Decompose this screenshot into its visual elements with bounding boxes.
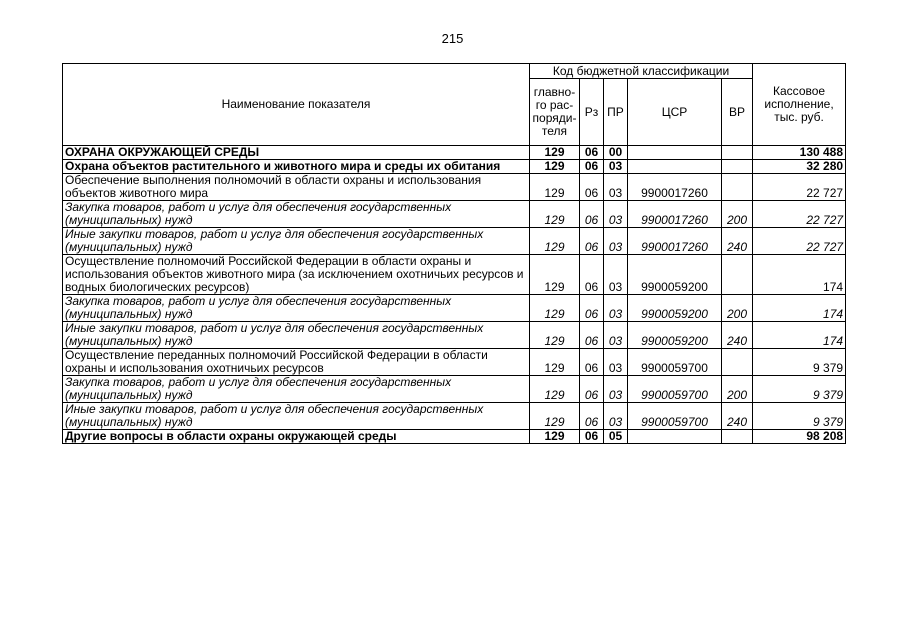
cell-vr: 240 — [722, 403, 753, 430]
header-csr: ЦСР — [628, 79, 722, 146]
cell-csr — [628, 160, 722, 174]
cell-name: Охрана объектов растительного и животного мира и среды их обитания — [63, 160, 530, 174]
table-row — [63, 376, 846, 403]
cell-name: Обеспечение выполнения полномочий в области охраны и использования объектов животного мира — [63, 174, 530, 201]
cell-pr: 03 — [604, 403, 628, 430]
table-row — [63, 403, 846, 430]
cell-amount: 174 — [753, 255, 846, 295]
cell-rz: 06 — [580, 228, 604, 255]
cell-vr — [722, 255, 753, 295]
table-row — [63, 322, 846, 349]
cell-name: Осуществление полномочий Российской Федерации в области охраны и использования объектов животного мира (за исключением охотничьих ресурсов и водных биологических ресурсов) — [63, 255, 530, 295]
cell-gr: 129 — [530, 349, 580, 376]
cell-gr: 129 — [530, 160, 580, 174]
cell-csr: 9900059700 — [628, 349, 722, 376]
cell-pr: 03 — [604, 376, 628, 403]
cell-gr: 129 — [530, 255, 580, 295]
cell-gr: 129 — [530, 376, 580, 403]
header-code-group: Код бюджетной классификации — [530, 64, 753, 79]
cell-gr: 129 — [530, 174, 580, 201]
cell-amount: 9 379 — [753, 403, 846, 430]
cell-vr: 240 — [722, 322, 753, 349]
table-body — [63, 146, 846, 444]
cell-name: Закупка товаров, работ и услуг для обеспечения государственных (муниципальных) нужд — [63, 295, 530, 322]
cell-csr: 9900017260 — [628, 201, 722, 228]
cell-name: Другие вопросы в области охраны окружающей среды — [63, 430, 530, 444]
budget-table — [62, 63, 846, 444]
cell-gr: 129 — [530, 295, 580, 322]
cell-gr: 129 — [530, 403, 580, 430]
cell-pr: 03 — [604, 228, 628, 255]
cell-gr: 129 — [530, 430, 580, 444]
cell-rz: 06 — [580, 160, 604, 174]
cell-vr — [722, 349, 753, 376]
cell-name: Иные закупки товаров, работ и услуг для обеспечения государственных (муниципальных) нужд — [63, 403, 530, 430]
cell-pr: 03 — [604, 174, 628, 201]
cell-pr: 05 — [604, 430, 628, 444]
cell-csr: 9900059200 — [628, 255, 722, 295]
cell-rz: 06 — [580, 174, 604, 201]
cell-pr: 03 — [604, 160, 628, 174]
cell-name: Закупка товаров, работ и услуг для обеспечения государственных (муниципальных) нужд — [63, 201, 530, 228]
cell-name: Иные закупки товаров, работ и услуг для обеспечения государственных (муниципальных) нужд — [63, 322, 530, 349]
cell-amount: 130 488 — [753, 146, 846, 160]
cell-gr: 129 — [530, 201, 580, 228]
header-amount: Кассовое исполнение, тыс. руб. — [753, 64, 846, 146]
cell-rz: 06 — [580, 201, 604, 228]
cell-csr: 9900059700 — [628, 403, 722, 430]
cell-csr: 9900017260 — [628, 174, 722, 201]
cell-gr: 129 — [530, 228, 580, 255]
cell-csr: 9900017260 — [628, 228, 722, 255]
cell-pr: 03 — [604, 201, 628, 228]
cell-rz: 06 — [580, 403, 604, 430]
cell-rz: 06 — [580, 146, 604, 160]
cell-amount: 98 208 — [753, 430, 846, 444]
cell-vr — [722, 146, 753, 160]
cell-pr: 03 — [604, 349, 628, 376]
cell-amount: 174 — [753, 295, 846, 322]
header-vr: ВР — [722, 79, 753, 146]
cell-rz: 06 — [580, 322, 604, 349]
table-row — [63, 160, 846, 174]
cell-rz: 06 — [580, 255, 604, 295]
table-row — [63, 146, 846, 160]
cell-csr: 9900059700 — [628, 376, 722, 403]
cell-rz: 06 — [580, 349, 604, 376]
page-number: 215 — [441, 31, 464, 46]
table-row — [63, 174, 846, 201]
cell-csr — [628, 430, 722, 444]
table-row — [63, 201, 846, 228]
cell-csr: 9900059200 — [628, 322, 722, 349]
cell-amount: 174 — [753, 322, 846, 349]
cell-name: ОХРАНА ОКРУЖАЮЩЕЙ СРЕДЫ — [63, 146, 530, 160]
table-row — [63, 430, 846, 444]
cell-gr: 129 — [530, 146, 580, 160]
header-rz: Рз — [580, 79, 604, 146]
table-row — [63, 255, 846, 295]
cell-amount: 32 280 — [753, 160, 846, 174]
cell-csr — [628, 146, 722, 160]
cell-vr: 240 — [722, 228, 753, 255]
header-name: Наименование показателя — [63, 64, 530, 146]
cell-amount: 22 727 — [753, 201, 846, 228]
table-row — [63, 349, 846, 376]
cell-vr: 200 — [722, 201, 753, 228]
cell-rz: 06 — [580, 295, 604, 322]
table-row — [63, 295, 846, 322]
cell-pr: 03 — [604, 295, 628, 322]
cell-amount: 22 727 — [753, 174, 846, 201]
cell-name: Иные закупки товаров, работ и услуг для обеспечения государственных (муниципальных) нужд — [63, 228, 530, 255]
cell-vr — [722, 430, 753, 444]
header-gr: главно-го рас-поряди-теля — [530, 79, 580, 146]
cell-amount: 9 379 — [753, 376, 846, 403]
table-row — [63, 228, 846, 255]
cell-rz: 06 — [580, 430, 604, 444]
header-pr: ПР — [604, 79, 628, 146]
cell-pr: 03 — [604, 255, 628, 295]
cell-pr: 03 — [604, 322, 628, 349]
cell-vr: 200 — [722, 295, 753, 322]
cell-vr — [722, 174, 753, 201]
cell-vr — [722, 160, 753, 174]
cell-name: Закупка товаров, работ и услуг для обеспечения государственных (муниципальных) нужд — [63, 376, 530, 403]
cell-rz: 06 — [580, 376, 604, 403]
cell-pr: 00 — [604, 146, 628, 160]
cell-csr: 9900059200 — [628, 295, 722, 322]
cell-gr: 129 — [530, 322, 580, 349]
cell-amount: 9 379 — [753, 349, 846, 376]
cell-name: Осуществление переданных полномочий Российской Федерации в области охраны и использования охотничьих ресурсов — [63, 349, 530, 376]
cell-vr: 200 — [722, 376, 753, 403]
cell-amount: 22 727 — [753, 228, 846, 255]
